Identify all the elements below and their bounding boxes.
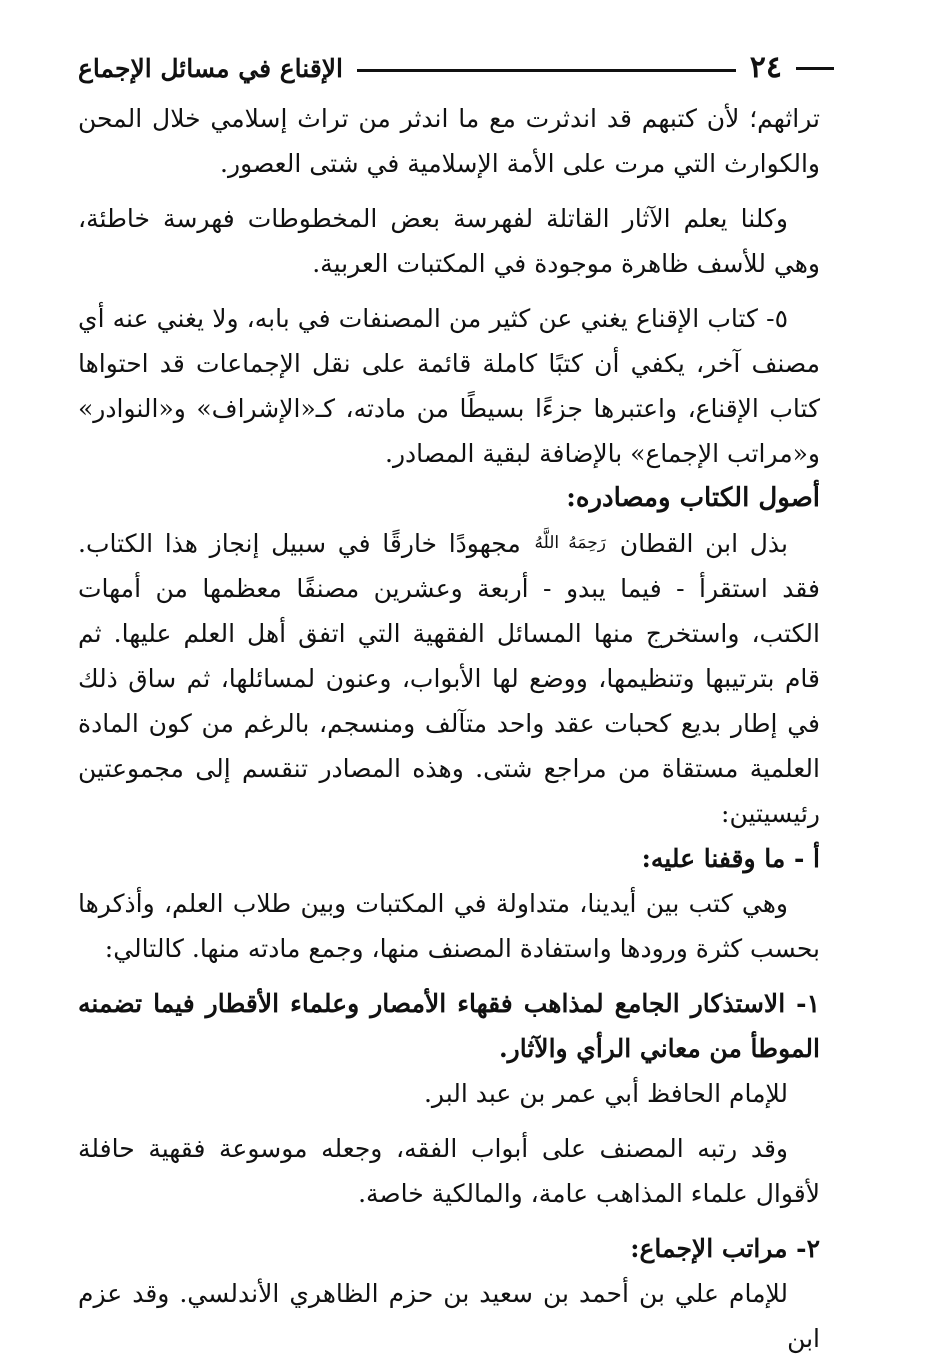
paragraph-ibn-alqattan-start: بذل ابن القطان bbox=[619, 529, 788, 558]
entry-1-description: وقد رتبه المصنف على أبواب الفقه، وجعله موسوعة فقهية حافلة لأقوال علماء المذاهب عامة، والمالكية خاصة. bbox=[78, 1134, 820, 1208]
honorific-rahimahullah: رَحِمَهُ اللَّهُ bbox=[534, 533, 606, 553]
subheading-a: أ - ما وقفنا عليه: bbox=[641, 844, 820, 873]
header-dash bbox=[796, 67, 834, 70]
paragraph-ibn-alqattan bbox=[78, 521, 820, 836]
paragraph-ibn-alqattan-rest: مجهودًا خارقًا في سبيل إنجاز هذا الكتاب. فقد استقرأ - فيما يبدو - أربعة وعشرين مصنفًا معظمها من أمهات الكتب، واستخرج منها المسائل الفقهية التي اتفق أهل العلم عليها. ثم قام بترتيبها وتنظيمها، ووضع لها الأبواب، وعنون لمسائلها، ثم ساق ذلك في إطار بديع كحبات عقد واحد متآلف ومنسجم، بالرغم من كون المادة العلمية مستقاة من مراجع شتى. وهذه المصادر تنقسم إلى مجموعتين رئيسيتين: bbox=[78, 529, 821, 828]
section-heading-sources: أصول الكتاب ومصادره: bbox=[566, 483, 820, 513]
running-header bbox=[78, 44, 834, 92]
paragraph-heritage-loss: تراثهم؛ لأن كتبهم قد اندثرت مع ما اندثر من تراث إسلامي خلال المحن والكوارث التي مرت على الأمة الإسلامية في شتى العصور. bbox=[78, 104, 820, 178]
paragraph-available-books: وهي كتب بين أيدينا، متداولة في المكتبات وبين طلاب العلم، وأذكرها بحسب كثرة ورودها واستفادة المصنف منها، وجمع مادته منها. كالتالي: bbox=[78, 889, 820, 963]
entry-2-title: ٢- مراتب الإجماع: bbox=[630, 1234, 820, 1263]
page-number: ٢٤ bbox=[749, 50, 782, 85]
running-title: الإقناع في مسائل الإجماع bbox=[78, 53, 343, 83]
paragraph-cataloging: وكلنا يعلم الآثار القاتلة لفهرسة بعض المخطوطات فهرسة خاطئة، وهي للأسف ظاهرة موجودة في المكتبات العربية. bbox=[78, 204, 820, 278]
header-rule bbox=[357, 69, 736, 72]
entry-2-author: للإمام علي بن أحمد بن سعيد بن حزم الظاهري الأندلسي. وقد عزم ابن bbox=[78, 1279, 820, 1353]
page-body bbox=[78, 96, 820, 1361]
entry-1-author: للإمام الحافظ أبي عمر بن عبد البر. bbox=[423, 1079, 788, 1108]
paragraph-point-five: ٥- كتاب الإقناع يغني عن كثير من المصنفات في بابه، ولا يغني عنه أي مصنف آخر، يكفي أن كتبًا كاملة قائمة على نقل الإجماعات قد احتواها كتاب الإقناع، واعتبرها جزءًا بسيطًا من مادته، كـ«الإشراف» و«النوادر» و«مراتب الإجماع» بالإضافة لبقية المصادر. bbox=[78, 304, 820, 468]
entry-1-title: ١- الاستذكار الجامع لمذاهب فقهاء الأمصار وعلماء الأقطار فيما تضمنه الموطأ من معاني الرأي والآثار. bbox=[78, 989, 820, 1063]
